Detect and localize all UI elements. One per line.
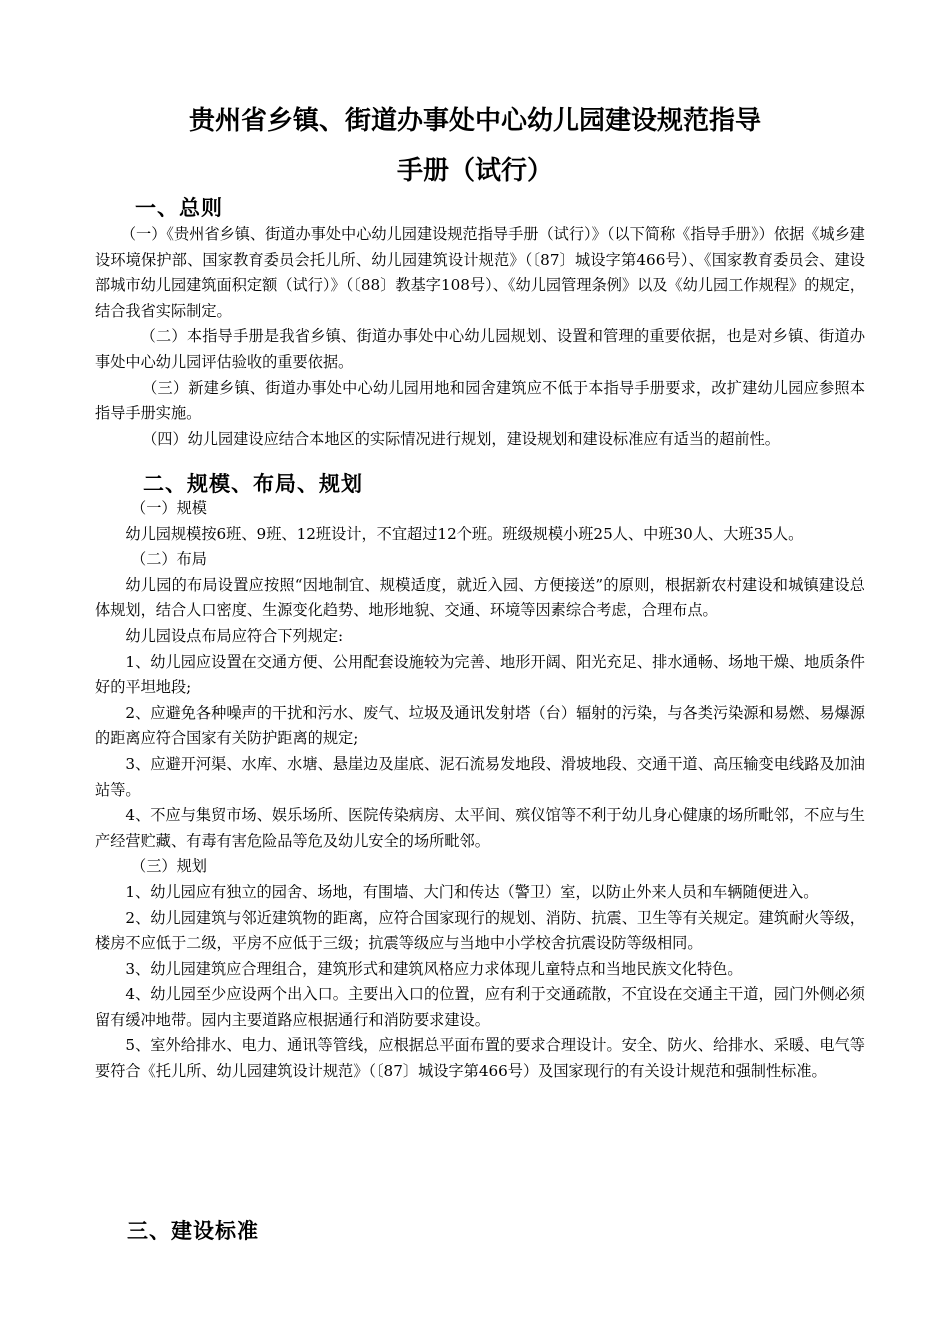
planning-item: 4、幼儿园至少应设两个出入口。主要出入口的位置，应有利于交通疏散，不宜设在交通主干道，园门外侧必须留有缓冲地带。园内主要道路应根据通行和消防要求建设。 (95, 985, 865, 1029)
planning-item: 1、幼儿园应有独立的园舍、场地，有围墙、大门和传达（警卫）室，以防止外来人员和车辆随便进入。 (125, 882, 819, 901)
scale-layout-planning-body (95, 496, 865, 1085)
general-paragraph-3: （三）新建乡镇、街道办事处中心幼儿园用地和园舍建筑应不低于本指导手册要求，改扩建幼儿园应参照本指导手册实施。 (95, 378, 865, 423)
layout-rule-item: 4、不应与集贸市场、娱乐场所、医院传染病房、太平间、殡仪馆等不利于幼儿身心健康的场所毗邻，不应与生产经营贮藏、有毒有害危险品等危及幼儿安全的场所毗邻。 (95, 806, 865, 850)
general-paragraph-1: （一）《贵州省乡镇、街道办事处中心幼儿园建设规范指导手册（试行）》（以下简称《指导手册》）依据《城乡建设环境保护部、国家教育委员会托儿所、幼儿园建筑设计规范》（〔87〕城设字第466号）、《国家教育委员会、建设部城市幼儿园建筑面积定额（试行）》（〔88〕教基字108号）、《幼儿园管理条例》以及《幼儿园工作规程》的规定，结合我省实际制定。 (95, 225, 865, 320)
layout-rule-item: 2、应避免各种噪声的干扰和污水、废气、垃圾及通讯发射塔（台）辐射的污染，与各类污染源和易燃、易爆源的距离应符合国家有关防护距离的规定; (95, 703, 865, 748)
subheading-layout: （二）布局 (131, 550, 207, 569)
layout-rule-item: 3、应避开河渠、水库、水塘、悬崖边及崖底、泥石流易发地段、滑坡地段、交通干道、高压输变电线路及加油站等。 (95, 754, 865, 799)
subheading-scale: （一）规模 (131, 499, 207, 517)
scale-paragraph: 幼儿园规模按6班、9班、12班设计，不宜超过12个班。班级规模小班25人、中班30人、大班35人。 (125, 524, 804, 543)
document-title-line-1: 贵州省乡镇、街道办事处中心幼儿园建设规范指导 (188, 106, 761, 136)
general-paragraph-4: （四）幼儿园建设应结合本地区的实际情况进行规划，建设规划和建设标准应有适当的超前性。 (142, 429, 780, 448)
layout-rules-intro: 幼儿园设点布局应符合下列规定: (125, 626, 344, 645)
planning-item: 5、室外给排水、电力、通讯等管线，应根据总平面布置的要求合理设计。安全、防火、给排水、采暖、电气等要符合《托儿所、幼儿园建筑设计规范》（〔87〕城设字第466号）及国家现行的有关设计规范和强制性标准。 (95, 1036, 865, 1081)
section-heading-construction-standards: 三、建设标准 (127, 1219, 259, 1243)
subheading-planning: （三）规划 (131, 857, 207, 876)
general-paragraph-2: （二）本指导手册是我省乡镇、街道办事处中心幼儿园规划、设置和管理的重要依据，也是对乡镇、街道办事处中心幼儿园评估验收的重要依据。 (95, 327, 865, 371)
planning-item: 3、幼儿园建筑应合理组合，建筑形式和建筑风格应力求体现儿童特点和当地民族文化特色。 (125, 959, 743, 978)
section-heading-general: 一、总则 (135, 196, 223, 220)
planning-item: 2、幼儿园建筑与邻近建筑物的距离，应符合国家现行的规划、消防、抗震、卫生等有关规定。建筑耐火等级，楼房不应低于二级，平房不应低于三级；抗震等级应与当地中小学校舍抗震设防等级相同。 (95, 908, 865, 953)
general-provisions-body (95, 222, 865, 452)
layout-paragraph: 幼儿园的布局设置应按照“因地制宜、规模适度，就近入园、方便接送”的原则，根据新农村建设和城镇建设总体规划，结合人口密度、生源变化趋势、地形地貌、交通、环境等因素综合考虑，合理布点。 (95, 575, 865, 620)
layout-rule-item: 1、幼儿园应设置在交通方便、公用配套设施较为完善、地形开阔、阳光充足、排水通畅、场地干燥、地质条件好的平坦地段; (95, 652, 865, 697)
document-title-line-2: 手册（试行） (396, 156, 553, 186)
section-heading-scale-layout-planning: 二、规模、布局、规划 (143, 472, 363, 496)
